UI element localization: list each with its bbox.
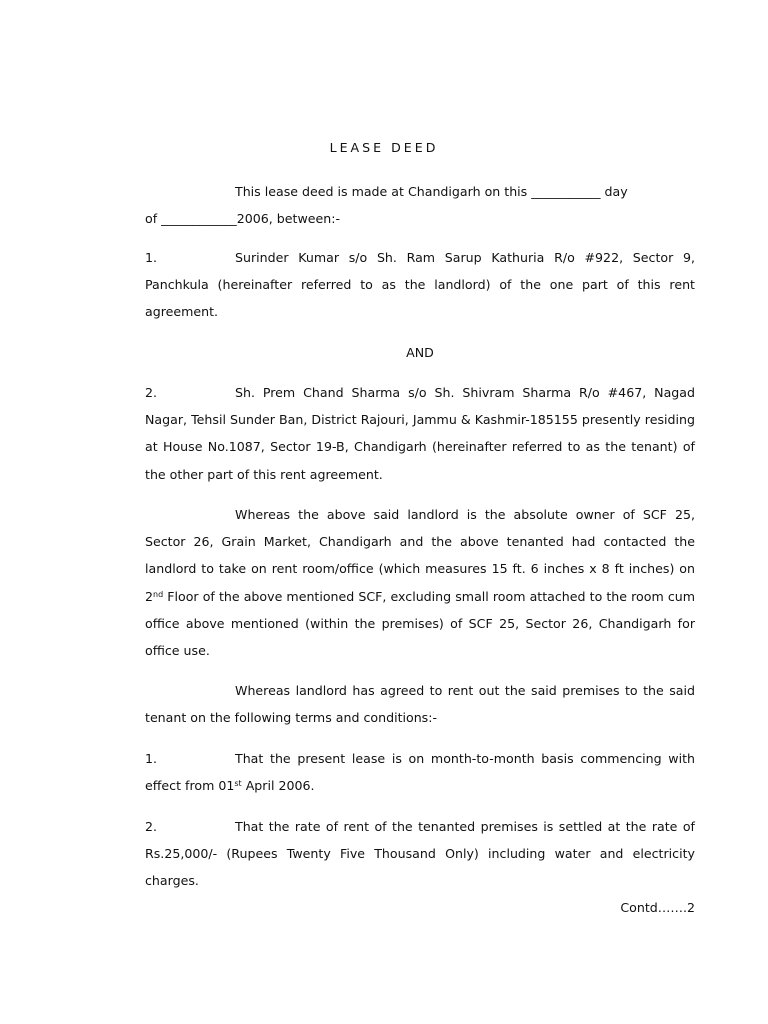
party-1-paragraph bbox=[145, 244, 695, 326]
term-2-paragraph bbox=[145, 813, 695, 895]
term-1-text-b: April 2006. bbox=[241, 778, 315, 794]
term-1-number: 1. bbox=[145, 751, 158, 766]
term-1-paragraph bbox=[145, 745, 695, 799]
party-1-number: 1. bbox=[145, 250, 158, 265]
party-2-paragraph bbox=[145, 379, 695, 488]
term-2-number: 2. bbox=[145, 819, 158, 834]
party-2-number: 2. bbox=[145, 385, 158, 400]
term-1-text-a: That the present lease is on month-to-month basis commencing with effect from 01 bbox=[145, 751, 695, 794]
and-separator: AND bbox=[406, 345, 434, 360]
document-title: LEASE DEED bbox=[329, 140, 439, 155]
whereas-1-text-a: Whereas the above said landlord is the absolute owner of SCF 25, Sector 26, Grain Market, Chandigarh and the above tenanted had contacted the landlord to take on rent room/office (which measures 15 ft. 6 inches x 8 ft inches) on 2 bbox=[145, 507, 695, 604]
intro-line-1: This lease deed is made at Chandigarh on this ___________ day bbox=[235, 184, 628, 199]
whereas-1-text-b: Floor of the above mentioned SCF, excluding small room attached to the room cum office above mentioned (within the premises) of SCF 25, Sector 26, Chandigarh for office use. bbox=[145, 588, 695, 659]
term-1-superscript: st bbox=[234, 779, 242, 789]
whereas-1-superscript: nd bbox=[153, 589, 164, 599]
party-1-text: Surinder Kumar s/o Sh. Ram Sarup Kathuria R/o #922, Sector 9, Panchkula (hereinafter referred to as the landlord) of the one part of this rent agreement. bbox=[145, 250, 695, 320]
intro-paragraph bbox=[145, 178, 695, 232]
whereas-1-paragraph bbox=[145, 501, 695, 664]
party-2-text: Sh. Prem Chand Sharma s/o Sh. Shivram Sharma R/o #467, Nagad Nagar, Tehsil Sunder Ban, District Rajouri, Jammu & Kashmir-185155 presently residing at House No.1087, Sector 19-B, Chandigarh (hereinafter referred to as the tenant) of the other part of this rent agreement. bbox=[145, 385, 695, 482]
term-2-text: That the rate of rent of the tenanted premises is settled at the rate of Rs.25,000/- (Rupees Twenty Five Thousand Only) including water and electricity charges. bbox=[145, 819, 695, 889]
continued-marker: Contd…….2 bbox=[620, 900, 695, 915]
whereas-2-paragraph bbox=[145, 677, 695, 731]
whereas-2-text: Whereas landlord has agreed to rent out the said premises to the said tenant on the following terms and conditions:- bbox=[145, 683, 695, 726]
intro-line-2: of ____________2006, between:- bbox=[145, 211, 341, 227]
